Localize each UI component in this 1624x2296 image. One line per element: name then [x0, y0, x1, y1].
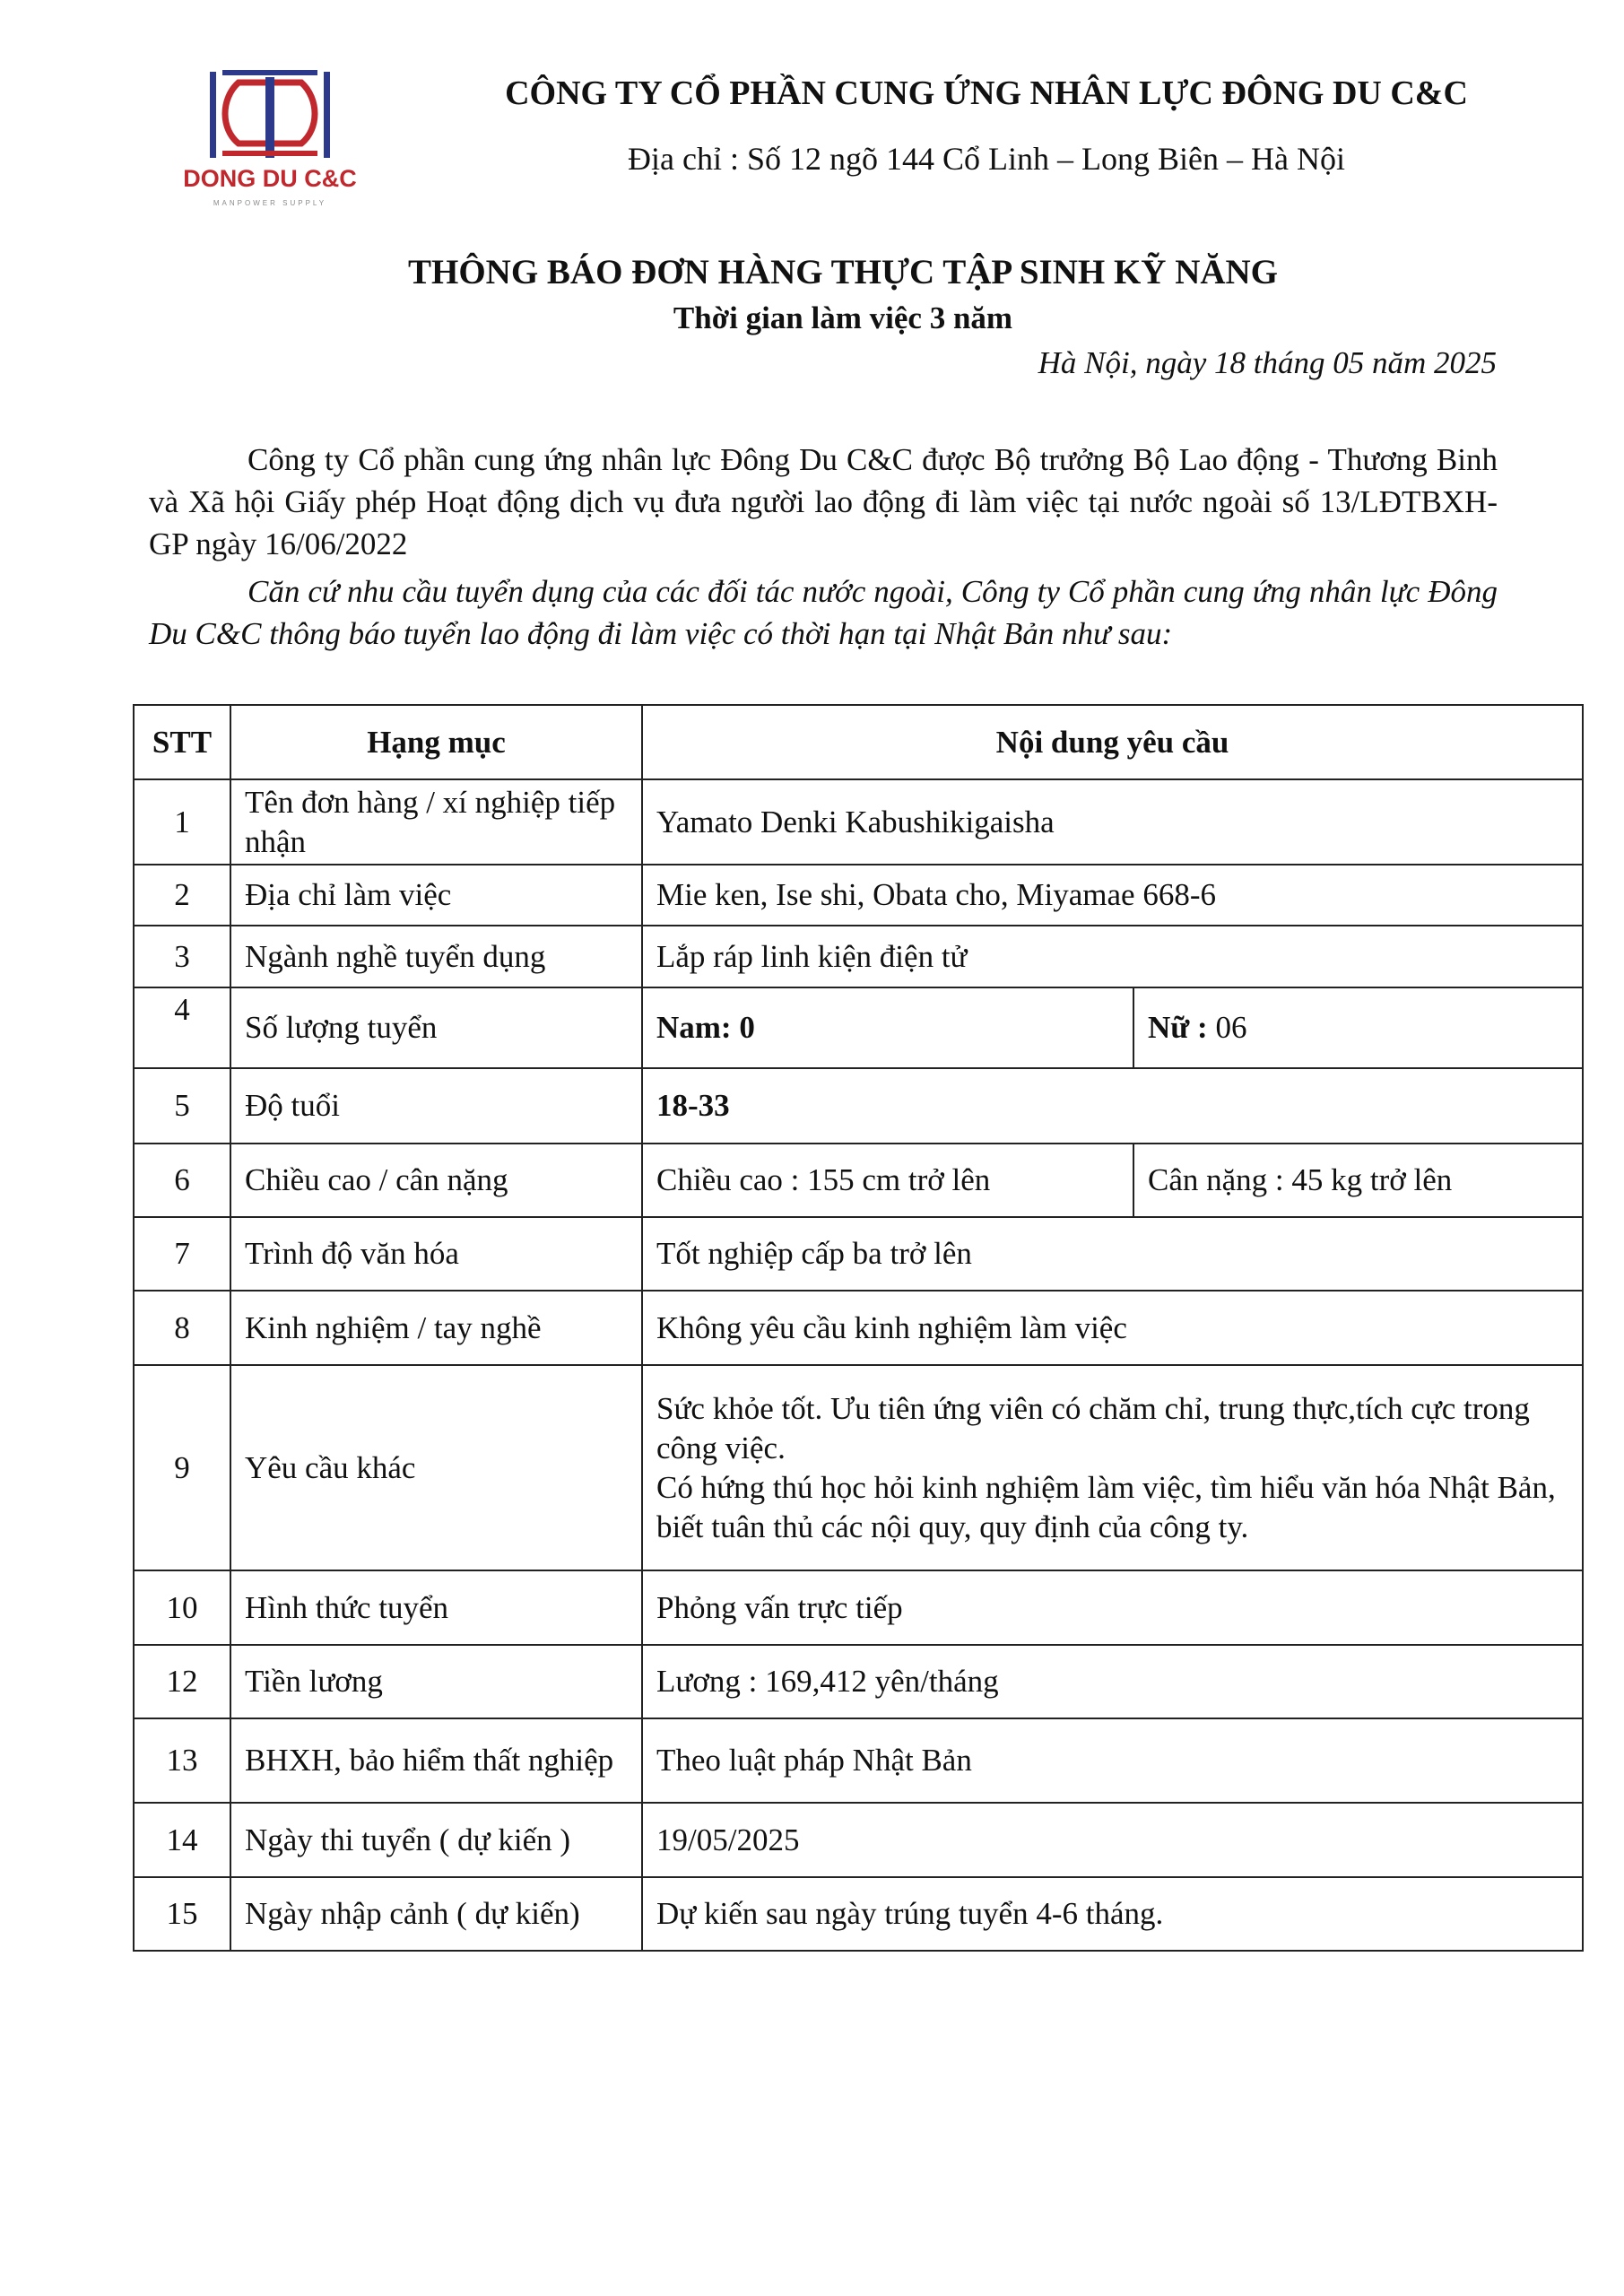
table-header-row	[134, 705, 1583, 779]
logo-tagline: MANPOWER SUPPLY	[213, 199, 327, 207]
row-item: Số lượng tuyển	[230, 987, 642, 1068]
table-row	[134, 865, 1583, 926]
table-row	[134, 1718, 1583, 1803]
row-content-female	[1133, 987, 1583, 1068]
header-item: Hạng mục	[230, 705, 642, 779]
row-content-male: Nam: 0	[642, 987, 1133, 1068]
requirement-line: Sức khỏe tốt. Ưu tiên ứng viên có chăm chỉ, trung thực,tích cực trong công việc.	[656, 1390, 1530, 1465]
row-content: Tốt nghiệp cấp ba trở lên	[642, 1217, 1583, 1291]
recruitment-paragraph: Căn cứ nhu cầu tuyển dụng của các đối tác nước ngoài, Công ty Cổ phần cung ứng nhân lực Đông Du C&C thông báo tuyển lao động đi làm việc có thời hạn tại Nhật Bản như sau:	[149, 574, 1498, 651]
company-address: Địa chỉ : Số 12 ngõ 144 Cổ Linh – Long Biên – Hà Nội	[628, 141, 1345, 177]
row-stt: 1	[134, 779, 230, 865]
logo-text: DONG DU C&C	[183, 165, 357, 192]
row-content	[642, 1365, 1583, 1570]
table-row	[134, 779, 1583, 865]
row-stt: 4	[134, 987, 230, 1068]
row-content: Mie ken, Ise shi, Obata cho, Miyamae 668-6	[642, 865, 1583, 926]
document-subtitle: Thời gian làm việc 3 năm	[673, 300, 1013, 335]
row-content: Yamato Denki Kabushikigaisha	[642, 779, 1583, 865]
row-stt: 8	[134, 1291, 230, 1365]
row-content-height: Chiều cao : 155 cm trở lên	[642, 1144, 1133, 1217]
row-item: Địa chỉ làm việc	[230, 865, 642, 926]
row-content: Theo luật pháp Nhật Bản	[642, 1718, 1583, 1803]
table-row	[134, 1803, 1583, 1877]
requirement-line: Có hứng thú học hỏi kinh nghiệm làm việc, tìm hiểu văn hóa Nhật Bản, biết tuân thủ các nội quy, quy định của công ty.	[656, 1469, 1556, 1544]
row-item: Ngày nhập cảnh ( dự kiến)	[230, 1877, 642, 1951]
female-label: Nữ :	[1148, 1010, 1208, 1045]
company-name: CÔNG TY CỔ PHẦN CUNG ỨNG NHÂN LỰC ĐÔNG DU C&C	[505, 74, 1468, 112]
row-item: Tên đơn hàng / xí nghiệp tiếp nhận	[230, 779, 642, 865]
row-item: Trình độ văn hóa	[230, 1217, 642, 1291]
table-row	[134, 926, 1583, 987]
row-item: Hình thức tuyển	[230, 1570, 642, 1645]
row-content: Lương : 169,412 yên/tháng	[642, 1645, 1583, 1718]
table-row	[134, 1877, 1583, 1951]
row-content-weight: Cân nặng : 45 kg trở lên	[1133, 1144, 1583, 1217]
table-row	[134, 1144, 1583, 1217]
row-content: Phỏng vấn trực tiếp	[642, 1570, 1583, 1645]
row-content: Lắp ráp linh kiện điện tử	[642, 926, 1583, 987]
document-title: THÔNG BÁO ĐƠN HÀNG THỰC TẬP SINH KỸ NĂNG	[407, 253, 1279, 291]
table-row	[134, 987, 1583, 1068]
row-item: BHXH, bảo hiểm thất nghiệp	[230, 1718, 642, 1803]
row-item: Chiều cao / cân nặng	[230, 1144, 642, 1217]
row-item: Ngày thi tuyển ( dự kiến )	[230, 1803, 642, 1877]
row-stt: 13	[134, 1718, 230, 1803]
row-item: Yêu cầu khác	[230, 1365, 642, 1570]
table-row	[134, 1645, 1583, 1718]
license-paragraph: Công ty Cổ phần cung ứng nhân lực Đông Du C&C được Bộ trưởng Bộ Lao động - Thương Binh và Xã hội Giấy phép Hoạt động dịch vụ đưa người lao động đi làm việc tại nước ngoài số 13/LĐTBXH-GP ngày 16/06/2022	[149, 442, 1498, 561]
logo-mark-icon	[176, 65, 364, 163]
row-content: 18-33	[642, 1068, 1583, 1144]
document-date: Hà Nội, ngày 18 tháng 05 năm 2025	[1038, 345, 1497, 380]
table-row	[134, 1365, 1583, 1570]
table-row	[134, 1068, 1583, 1144]
row-stt: 14	[134, 1803, 230, 1877]
table-row	[134, 1217, 1583, 1291]
table-row	[134, 1570, 1583, 1645]
row-content: Dự kiến sau ngày trúng tuyển 4-6 tháng.	[642, 1877, 1583, 1951]
row-stt: 9	[134, 1365, 230, 1570]
row-stt: 10	[134, 1570, 230, 1645]
row-item: Ngành nghề tuyển dụng	[230, 926, 642, 987]
row-item: Độ tuổi	[230, 1068, 642, 1144]
row-stt: 15	[134, 1877, 230, 1951]
row-stt: 3	[134, 926, 230, 987]
row-content: 19/05/2025	[642, 1803, 1583, 1877]
header-stt: STT	[134, 705, 230, 779]
female-value: 06	[1207, 1010, 1247, 1045]
row-item: Kinh nghiệm / tay nghề	[230, 1291, 642, 1365]
row-stt: 2	[134, 865, 230, 926]
header-content: Nội dung yêu cầu	[642, 705, 1583, 779]
row-stt: 12	[134, 1645, 230, 1718]
row-item: Tiền lương	[230, 1645, 642, 1718]
row-stt: 7	[134, 1217, 230, 1291]
row-content: Không yêu cầu kinh nghiệm làm việc	[642, 1291, 1583, 1365]
row-stt: 6	[134, 1144, 230, 1217]
table-row	[134, 1291, 1583, 1365]
row-stt: 5	[134, 1068, 230, 1144]
company-logo	[176, 65, 364, 226]
requirements-table	[133, 704, 1584, 1952]
